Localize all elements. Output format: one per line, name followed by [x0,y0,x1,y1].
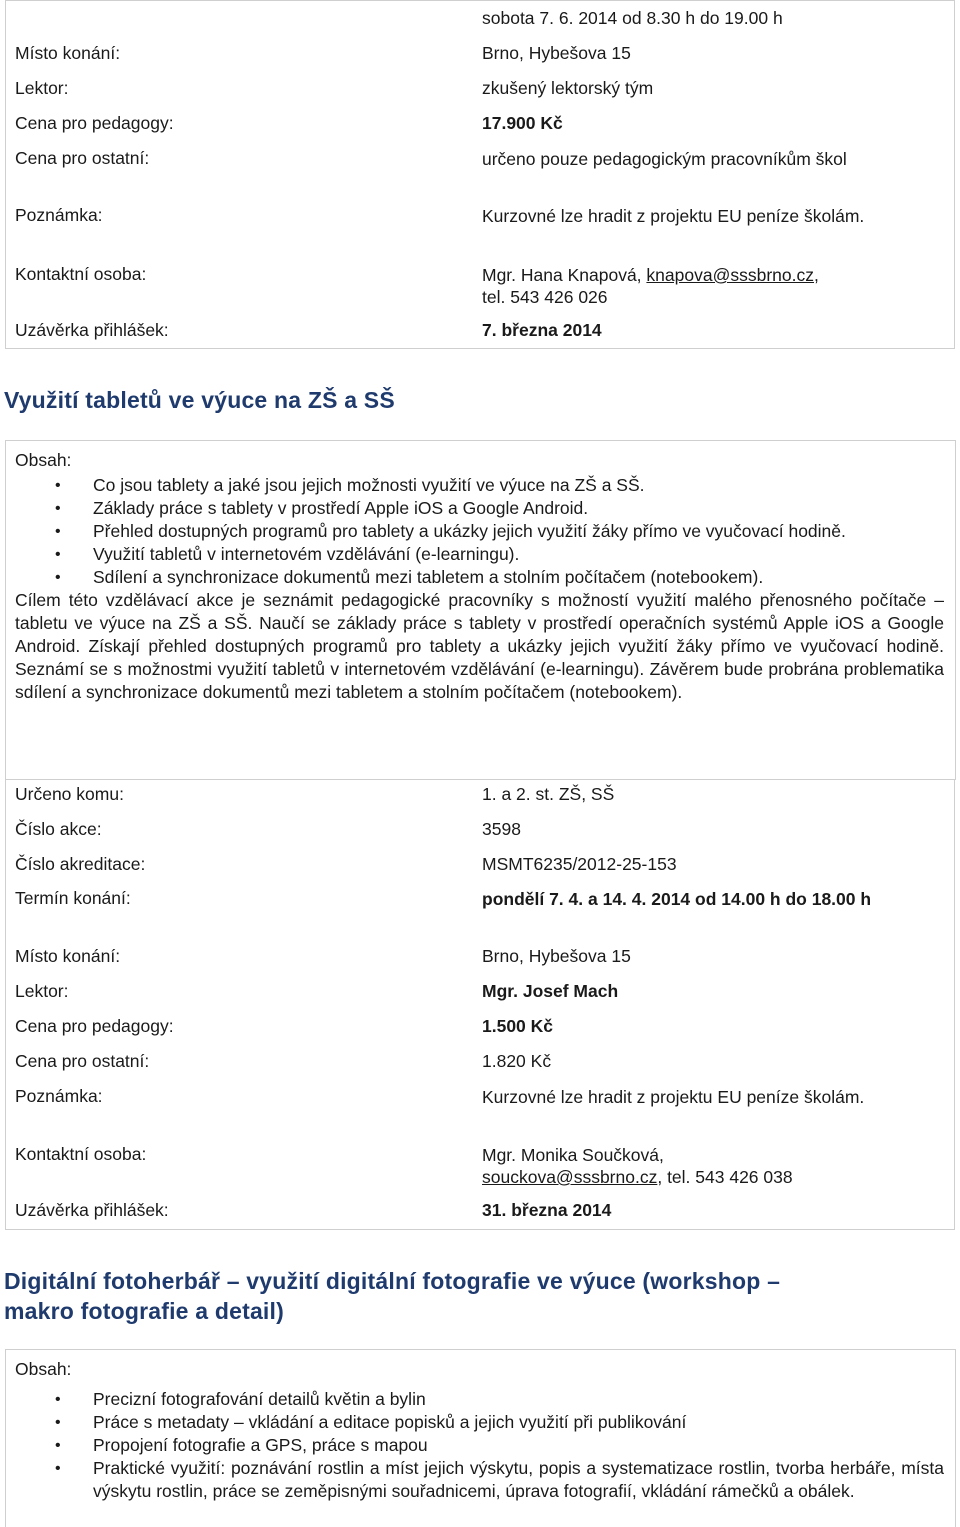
list-item: • Propojení fotografie a GPS, práce s mapou [93,1434,944,1457]
list-item: • Co jsou tablety a jaké jsou jejich možnosti využití ve výuce na ZŠ a SŠ. [93,474,944,497]
event2-term-label: Termín konání: [15,888,131,908]
event1-price-teachers-value: 17.900 Kč [482,113,563,133]
list-item: • Sdílení a synchronizace dokumentů mezi tabletem a stolním počítačem (notebookem). [93,566,944,589]
event1-note-value: Kurzovné lze hradit z projektu EU peníze školám. [482,206,865,226]
event2-contact-email-link[interactable]: souckova@sssbrno.cz [482,1167,658,1187]
event2-deadline-label: Uzávěrka přihlášek: [15,1200,169,1220]
event2-contact-phone: , tel. 543 426 038 [657,1167,793,1187]
event2-place-label: Místo konání: [15,946,121,966]
event1-contact-name: Mgr. Hana Knapová, [482,265,642,285]
event2-price-others-value: 1.820 Kč [482,1051,552,1071]
list-item: • Práce s metadaty – vkládání a editace popisků a jejich využití při publikování [93,1411,944,1434]
event2-contact-label: Kontaktní osoba: [15,1144,147,1164]
event2-place-value: Brno, Hybešova 15 [482,946,631,966]
event2-note-value: Kurzovné lze hradit z projektu EU peníze školám. [482,1087,865,1107]
event2-lector-label: Lektor: [15,981,69,1001]
event2-lector-value: Mgr. Josef Mach [482,981,619,1001]
event3-title: Digitální fotoherbář – využití digitální fotografie ve výuce (workshop – makro fotografie a detail) [4,1268,781,1324]
list-item: • Základy práce s tablety v prostředí Apple iOS a Google Android. [93,497,944,520]
event1-place-label: Místo konání: [15,43,121,63]
event2-info-table [5,779,955,1230]
list-item: • Precizní fotografování detailů květin a bylin [93,1388,944,1411]
event2-term-value: pondělí 7. 4. a 14. 4. 2014 od 14.00 h do 18.00 h [482,889,872,909]
event1-price-others-label: Cena pro ostatní: [15,148,150,168]
event1-price-others-value: určeno pouze pedagogickým pracovníkům škol [482,149,847,169]
event2-obsah-label: Obsah: [15,450,72,470]
event1-note-label: Poznámka: [15,205,103,225]
event2-contact-name: Mgr. Monika Součková, [482,1145,664,1165]
event2-accreditation-label: Číslo akreditace: [15,854,146,874]
event1-contact-comma: , [814,265,819,285]
event1-contact-phone: tel. 543 426 026 [482,287,608,307]
event1-date: sobota 7. 6. 2014 od 8.30 h do 19.00 h [482,8,783,28]
event1-price-teachers-label: Cena pro pedagogy: [15,113,174,133]
event2-action-number-value: 3598 [482,819,521,839]
event2-description: Cílem této vzdělávací akce je seznámit pedagogické pracovníky s možností využití malého přenosného počítače – tabletu ve výuce na ZŠ a SŠ. Naučí se základy práce s tablety v prostředí operačních systémů Apple iOS a Google Android. Získají přehled dostupných programů pro tablety a ukázky jejich využití žáky přímo ve vyučovací hodině. Seznámí se s možnostmi využití tabletů v internetovém vzdělávání (e-learningu). Závěrem bude probrána problematika sdílení a synchronizace dokumentů mezi tabletem a stolním počítačem (notebookem). [15,590,944,702]
event1-deadline-label: Uzávěrka přihlášek: [15,320,169,340]
event1-deadline-value: 7. března 2014 [482,320,602,340]
event1-lector-value: zkušený lektorský tým [482,78,654,98]
event3-bullet-list [15,1388,944,1503]
event2-content-box [5,440,956,780]
list-item: • Přehled dostupných programů pro tablety a ukázky jejich využití žáky přímo ve vyučovací hodině. [93,520,944,543]
event1-contact-label: Kontaktní osoba: [15,264,147,284]
event2-contact-value [482,1144,954,1188]
event2-note-label: Poznámka: [15,1086,103,1106]
list-item: • Využití tabletů v internetovém vzdělávání (e-learningu). [93,543,944,566]
event2-price-others-label: Cena pro ostatní: [15,1051,150,1071]
event2-action-number-label: Číslo akce: [15,819,102,839]
event1-lector-label: Lektor: [15,78,69,98]
event1-contact-value [482,264,954,308]
event1-place-value: Brno, Hybešova 15 [482,43,631,63]
event1-info-table [5,0,955,349]
event2-accreditation-value: MSMT6235/2012-25-153 [482,854,677,874]
event1-contact-email-link[interactable]: knapova@sssbrno.cz [646,265,814,285]
event2-target-label: Určeno komu: [15,784,124,804]
event2-price-teachers-label: Cena pro pedagogy: [15,1016,174,1036]
event3-content-box [5,1349,956,1527]
event2-title: Využití tabletů ve výuce na ZŠ a SŠ [4,387,395,413]
event2-bullet-list [15,474,944,589]
event2-target-value: 1. a 2. st. ZŠ, SŠ [482,784,615,804]
list-item: • Praktické využití: poznávání rostlin a míst jejich výskytu, popis a systematizace rostlin, tvorba herbáře, místa výskytu rostlin, práce se zeměpisnými souřadnicemi, úprava fotografií, vkládání rámečků a obálek. [93,1457,944,1503]
event2-deadline-value: 31. března 2014 [482,1200,612,1220]
event3-obsah-label: Obsah: [15,1359,72,1379]
event2-price-teachers-value: 1.500 Kč [482,1016,554,1036]
